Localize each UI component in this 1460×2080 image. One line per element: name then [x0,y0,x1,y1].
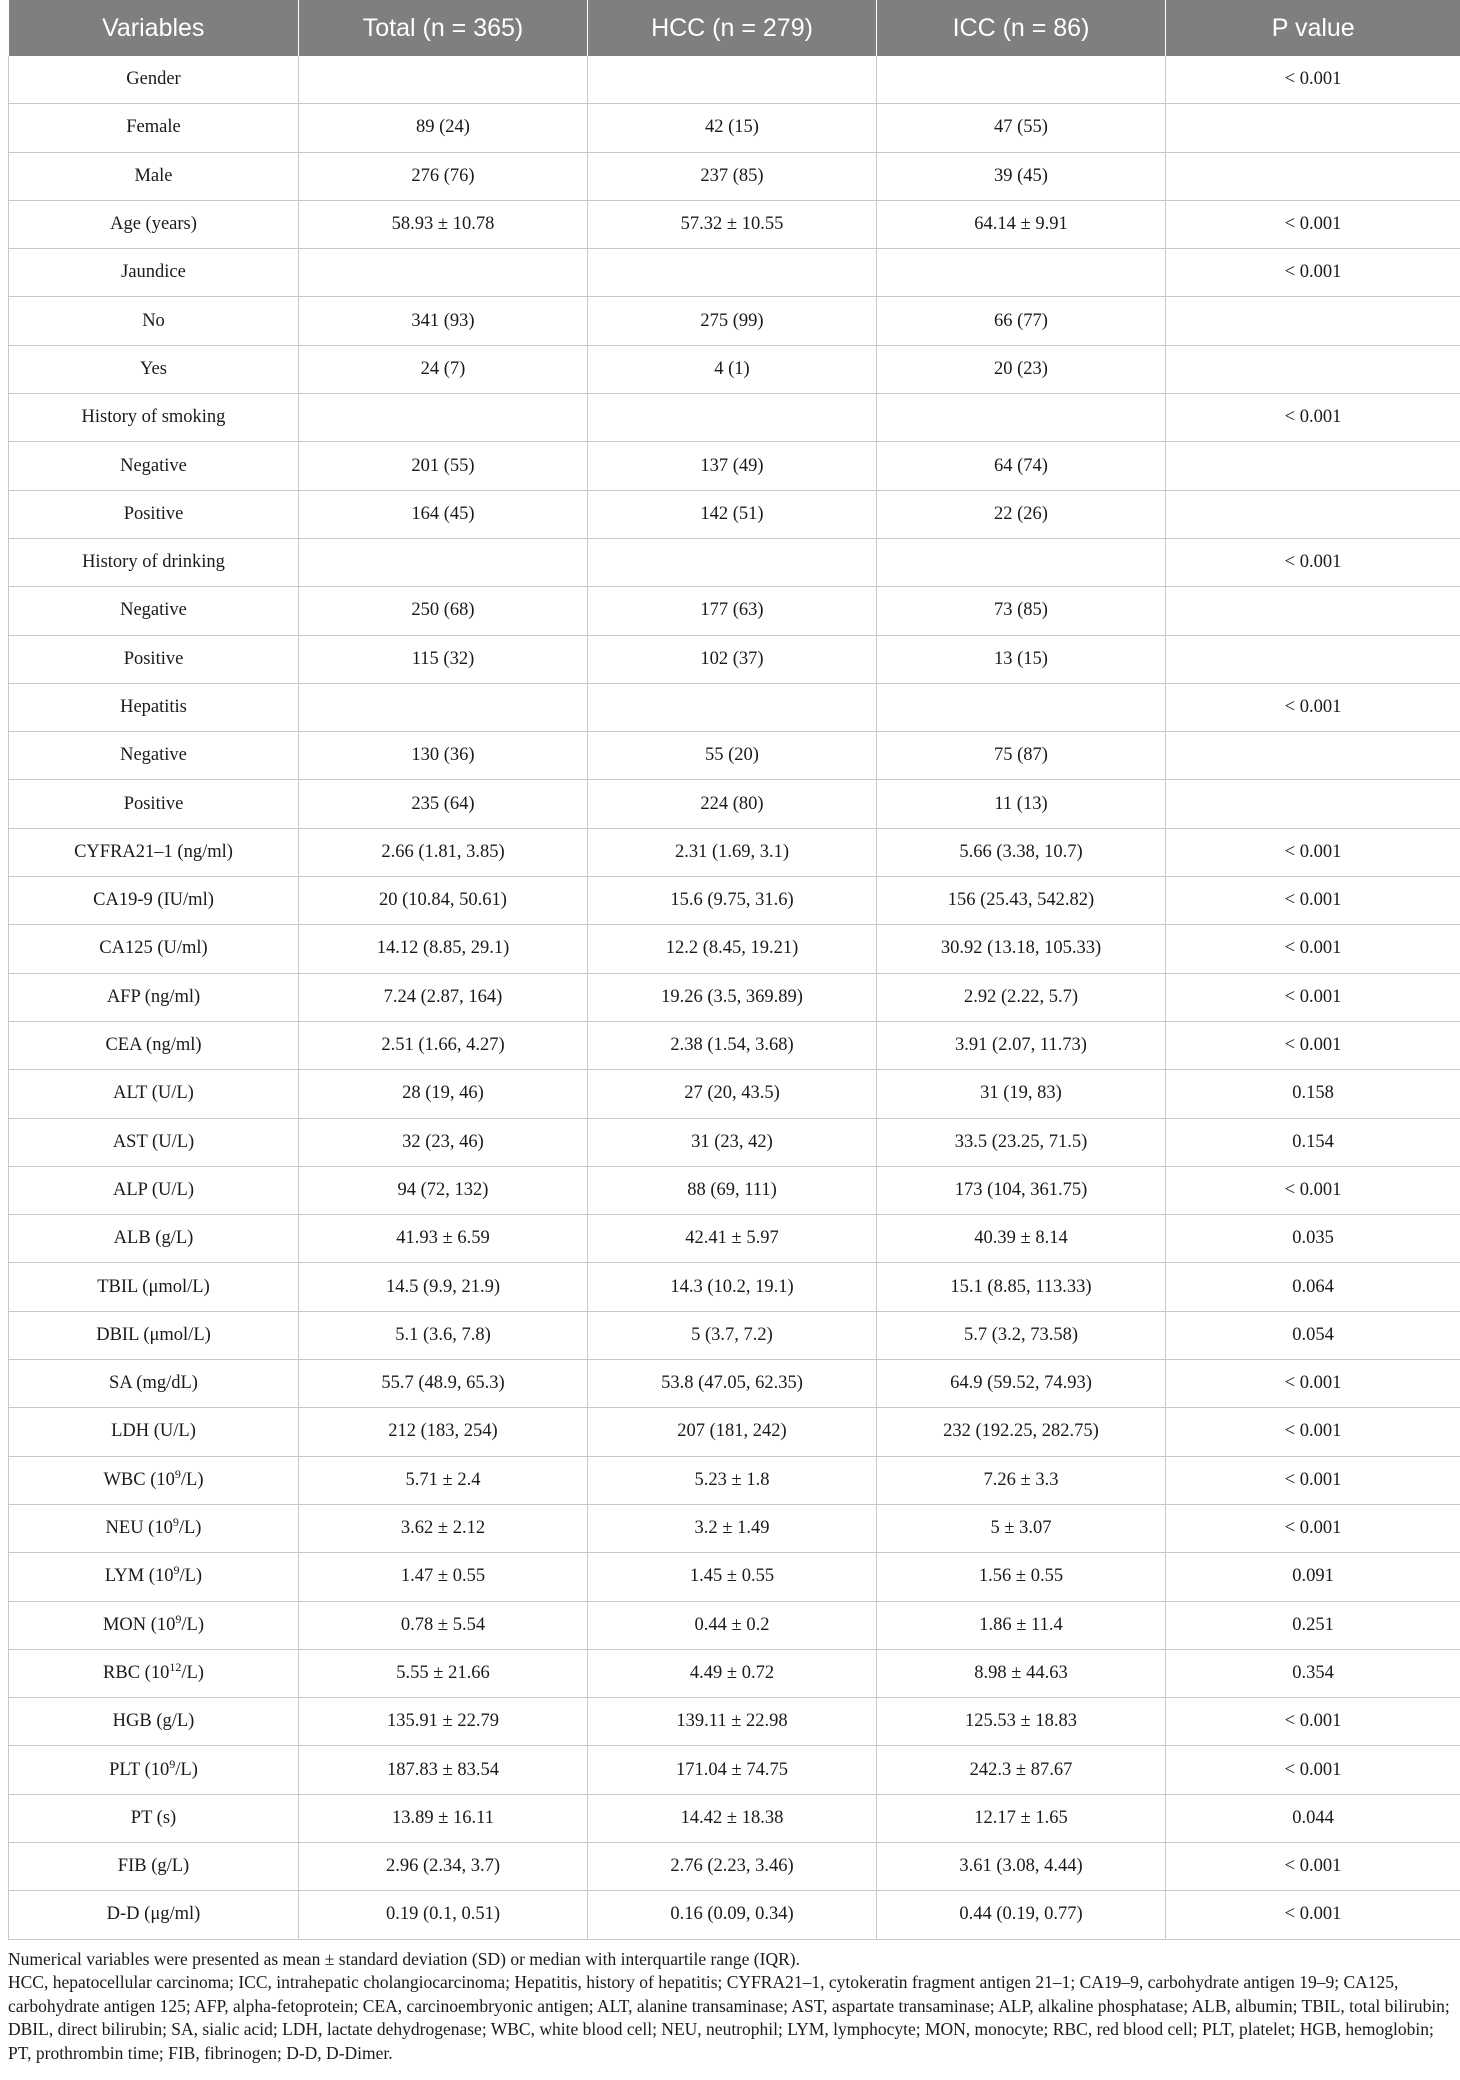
p-value-cell: 0.054 [1166,1311,1460,1359]
table-row [9,1263,1460,1311]
hcc-cell: 4 (1) [588,345,877,393]
document [8,0,1460,2065]
icc-cell: 73 (85) [877,587,1166,635]
p-value-cell: < 0.001 [1166,973,1460,1021]
variable-cell: ALB (g/L) [9,1215,299,1263]
table-row [9,104,1460,152]
icc-cell [877,394,1166,442]
p-value-cell [1166,732,1460,780]
total-cell: 89 (24) [299,104,588,152]
total-cell: 276 (76) [299,152,588,200]
table-row [9,877,1460,925]
variable-cell: ALP (U/L) [9,1166,299,1214]
p-value-cell: < 0.001 [1166,56,1460,104]
total-cell: 20 (10.84, 50.61) [299,877,588,925]
icc-cell [877,683,1166,731]
icc-cell [877,249,1166,297]
total-cell: 212 (183, 254) [299,1408,588,1456]
icc-cell: 64 (74) [877,442,1166,490]
p-value-cell [1166,635,1460,683]
hcc-cell: 14.42 ± 18.38 [588,1794,877,1842]
total-cell: 32 (23, 46) [299,1118,588,1166]
p-value-cell [1166,104,1460,152]
table-row [9,1842,1460,1890]
total-cell: 0.78 ± 5.54 [299,1601,588,1649]
total-cell: 5.71 ± 2.4 [299,1456,588,1504]
table-row [9,1070,1460,1118]
variable-cell: Gender [9,56,299,104]
p-value-cell: 0.251 [1166,1601,1460,1649]
icc-cell: 173 (104, 361.75) [877,1166,1166,1214]
icc-cell: 232 (192.25, 282.75) [877,1408,1166,1456]
hcc-cell: 2.31 (1.69, 3.1) [588,828,877,876]
total-cell: 2.66 (1.81, 3.85) [299,828,588,876]
p-value-cell: < 0.001 [1166,1842,1460,1890]
variable-cell: Yes [9,345,299,393]
p-value-cell: < 0.001 [1166,1698,1460,1746]
hcc-cell: 224 (80) [588,780,877,828]
icc-cell: 2.92 (2.22, 5.7) [877,973,1166,1021]
hcc-cell: 0.16 (0.09, 0.34) [588,1891,877,1939]
variable-cell: HGB (g/L) [9,1698,299,1746]
variable-cell: DBIL (μmol/L) [9,1311,299,1359]
table-row [9,1311,1460,1359]
table-row [9,297,1460,345]
variable-cell: Hepatitis [9,683,299,731]
p-value-cell: < 0.001 [1166,828,1460,876]
total-cell: 3.62 ± 2.12 [299,1504,588,1552]
p-value-cell [1166,345,1460,393]
variable-cell: CA19-9 (IU/ml) [9,877,299,925]
icc-cell: 5 ± 3.07 [877,1504,1166,1552]
icc-cell [877,538,1166,586]
total-cell: 341 (93) [299,297,588,345]
icc-cell: 64.9 (59.52, 74.93) [877,1360,1166,1408]
hcc-cell: 53.8 (47.05, 62.35) [588,1360,877,1408]
variable-cell: Negative [9,442,299,490]
hcc-cell: 2.38 (1.54, 3.68) [588,1021,877,1069]
hcc-cell [588,538,877,586]
variable-cell: Negative [9,587,299,635]
variable-cell: PT (s) [9,1794,299,1842]
icc-cell: 20 (23) [877,345,1166,393]
variable-cell: ALT (U/L) [9,1070,299,1118]
p-value-cell: 0.035 [1166,1215,1460,1263]
p-value-cell: 0.044 [1166,1794,1460,1842]
header-total: Total (n = 365) [299,0,588,56]
total-cell: 14.12 (8.85, 29.1) [299,925,588,973]
variable-cell: Male [9,152,299,200]
variable-cell: LDH (U/L) [9,1408,299,1456]
table-row [9,1601,1460,1649]
p-value-cell: 0.154 [1166,1118,1460,1166]
icc-cell: 75 (87) [877,732,1166,780]
p-value-cell: < 0.001 [1166,1408,1460,1456]
icc-cell: 64.14 ± 9.91 [877,200,1166,248]
table-row [9,1746,1460,1794]
total-cell: 24 (7) [299,345,588,393]
total-cell: 2.51 (1.66, 4.27) [299,1021,588,1069]
footnote-statistics: Numerical variables were presented as mean ± standard deviation (SD) or median with interquartile range (IQR). [8,1948,800,1969]
p-value-cell [1166,780,1460,828]
p-value-cell: < 0.001 [1166,1166,1460,1214]
p-value-cell: < 0.001 [1166,1891,1460,1939]
variable-cell: AFP (ng/ml) [9,973,299,1021]
hcc-cell: 15.6 (9.75, 31.6) [588,877,877,925]
table-row [9,152,1460,200]
p-value-cell [1166,297,1460,345]
total-cell: 135.91 ± 22.79 [299,1698,588,1746]
variable-cell: Negative [9,732,299,780]
p-value-cell: < 0.001 [1166,925,1460,973]
table-footnotes [8,1940,1460,2066]
hcc-cell: 137 (49) [588,442,877,490]
variable-cell: Jaundice [9,249,299,297]
p-value-cell: 0.064 [1166,1263,1460,1311]
variable-cell: FIB (g/L) [9,1842,299,1890]
icc-cell: 40.39 ± 8.14 [877,1215,1166,1263]
p-value-cell: 0.091 [1166,1553,1460,1601]
total-cell: 5.1 (3.6, 7.8) [299,1311,588,1359]
hcc-cell: 139.11 ± 22.98 [588,1698,877,1746]
variable-cell: D-D (μg/ml) [9,1891,299,1939]
icc-cell: 156 (25.43, 542.82) [877,877,1166,925]
total-cell: 201 (55) [299,442,588,490]
hcc-cell: 237 (85) [588,152,877,200]
p-value-cell: < 0.001 [1166,538,1460,586]
p-value-cell [1166,490,1460,538]
variable-cell: CA125 (U/ml) [9,925,299,973]
hcc-cell: 27 (20, 43.5) [588,1070,877,1118]
total-cell [299,683,588,731]
hcc-cell: 42 (15) [588,104,877,152]
variable-cell: NEU $(10^9/L)$ [9,1504,299,1552]
table-row [9,828,1460,876]
table-row [9,200,1460,248]
hcc-cell: 14.3 (10.2, 19.1) [588,1263,877,1311]
icc-cell: 11 (13) [877,780,1166,828]
table-row [9,394,1460,442]
p-value-cell: < 0.001 [1166,1504,1460,1552]
total-cell: 2.96 (2.34, 3.7) [299,1842,588,1890]
variable-cell: CYFRA21–1 (ng/ml) [9,828,299,876]
variable-cell: Female [9,104,299,152]
p-value-cell: < 0.001 [1166,1746,1460,1794]
hcc-cell: 31 (23, 42) [588,1118,877,1166]
header-hcc: HCC (n = 279) [588,0,877,56]
p-value-cell: 0.354 [1166,1649,1460,1697]
table-body [9,56,1460,1939]
p-value-cell [1166,152,1460,200]
table-row [9,1408,1460,1456]
hcc-cell [588,249,877,297]
table-row [9,587,1460,635]
variable-cell: TBIL (μmol/L) [9,1263,299,1311]
icc-cell [877,56,1166,104]
p-value-cell: < 0.001 [1166,249,1460,297]
icc-cell: 39 (45) [877,152,1166,200]
table-row [9,973,1460,1021]
hcc-cell: 207 (181, 242) [588,1408,877,1456]
table-row [9,1360,1460,1408]
icc-cell: 47 (55) [877,104,1166,152]
table-row [9,635,1460,683]
variable-cell: Positive [9,780,299,828]
total-cell [299,394,588,442]
table-row [9,1456,1460,1504]
table-row [9,56,1460,104]
total-cell [299,538,588,586]
total-cell: 130 (36) [299,732,588,780]
icc-cell: 7.26 ± 3.3 [877,1456,1166,1504]
variable-cell: Positive [9,635,299,683]
p-value-cell [1166,587,1460,635]
variable-cell: AST (U/L) [9,1118,299,1166]
table-row [9,1891,1460,1939]
footnote-abbreviations: HCC, hepatocellular carcinoma; ICC, intrahepatic cholangiocarcinoma; Hepatitis, history of hepatitis; CYFRA21–1, cytokeratin fragment antigen 21–1; CA19–9, carbohydrate antigen 19–9; CA125, carbohydrate antigen 125; AFP, alpha-fetoprotein; CEA, carcinoembryonic antigen; ALT, alanine transaminase; AST, aspartate transaminase; ALP, alkaline phosphatase; ALB, albumin; TBIL, total bilirubin; DBIL, direct bilirubin; SA, sialic acid; LDH, lactate dehydrogenase; WBC, white blood cell; NEU, neutrophil; LYM, lymphocyte; MON, monocyte; RBC, red blood cell; PLT, platelet; HGB, hemoglobin; PT, prothrombin time; FIB, fibrinogen; D-D, D-Dimer. [8,1972,1450,2063]
table-row [9,732,1460,780]
total-cell: 55.7 (48.9, 65.3) [299,1360,588,1408]
p-value-cell: < 0.001 [1166,877,1460,925]
header-icc: ICC (n = 86) [877,0,1166,56]
hcc-cell [588,683,877,731]
table-row [9,683,1460,731]
table-row [9,925,1460,973]
total-cell: 7.24 (2.87, 164) [299,973,588,1021]
total-cell: 28 (19, 46) [299,1070,588,1118]
hcc-cell: 57.32 ± 10.55 [588,200,877,248]
hcc-cell [588,56,877,104]
hcc-cell: 102 (37) [588,635,877,683]
hcc-cell: 3.2 ± 1.49 [588,1504,877,1552]
total-cell: 164 (45) [299,490,588,538]
hcc-cell: 12.2 (8.45, 19.21) [588,925,877,973]
table-row [9,1649,1460,1697]
table-row [9,1166,1460,1214]
p-value-cell: 0.158 [1166,1070,1460,1118]
hcc-cell: 142 (51) [588,490,877,538]
table-row [9,1021,1460,1069]
p-value-cell: < 0.001 [1166,683,1460,731]
hcc-cell [588,394,877,442]
hcc-cell: 2.76 (2.23, 3.46) [588,1842,877,1890]
table-row [9,1794,1460,1842]
total-cell: 1.47 ± 0.55 [299,1553,588,1601]
table-row [9,345,1460,393]
total-cell: 94 (72, 132) [299,1166,588,1214]
hcc-cell: 4.49 ± 0.72 [588,1649,877,1697]
total-cell: 58.93 ± 10.78 [299,200,588,248]
table-row [9,1504,1460,1552]
variable-cell: Positive [9,490,299,538]
p-value-cell: < 0.001 [1166,1021,1460,1069]
hcc-cell: 171.04 ± 74.75 [588,1746,877,1794]
total-cell: 187.83 ± 83.54 [299,1746,588,1794]
icc-cell: 33.5 (23.25, 71.5) [877,1118,1166,1166]
icc-cell: 15.1 (8.85, 113.33) [877,1263,1166,1311]
p-value-cell: < 0.001 [1166,394,1460,442]
icc-cell: 22 (26) [877,490,1166,538]
variable-cell: LYM $(10^9/L)$ [9,1553,299,1601]
hcc-cell: 177 (63) [588,587,877,635]
icc-cell: 125.53 ± 18.83 [877,1698,1166,1746]
table-row [9,249,1460,297]
icc-cell: 242.3 ± 87.67 [877,1746,1166,1794]
table-row [9,1553,1460,1601]
table-row [9,1698,1460,1746]
variable-cell: Age (years) [9,200,299,248]
table-row [9,490,1460,538]
baseline-table [8,0,1460,1940]
hcc-cell: 275 (99) [588,297,877,345]
total-cell: 5.55 ± 21.66 [299,1649,588,1697]
hcc-cell: 0.44 ± 0.2 [588,1601,877,1649]
variable-cell: CEA (ng/ml) [9,1021,299,1069]
header-p-value: P value [1166,0,1460,56]
total-cell [299,249,588,297]
table-row [9,1215,1460,1263]
variable-cell: History of drinking [9,538,299,586]
hcc-cell: 5.23 ± 1.8 [588,1456,877,1504]
table-row [9,538,1460,586]
p-value-cell: < 0.001 [1166,1456,1460,1504]
variable-cell: History of smoking [9,394,299,442]
hcc-cell: 5 (3.7, 7.2) [588,1311,877,1359]
icc-cell: 0.44 (0.19, 0.77) [877,1891,1166,1939]
variable-cell: PLT $(10^9/L)$ [9,1746,299,1794]
icc-cell: 31 (19, 83) [877,1070,1166,1118]
p-value-cell [1166,442,1460,490]
icc-cell: 30.92 (13.18, 105.33) [877,925,1166,973]
total-cell: 0.19 (0.1, 0.51) [299,1891,588,1939]
variable-cell: MON $(10^9/L)$ [9,1601,299,1649]
total-cell: 14.5 (9.9, 21.9) [299,1263,588,1311]
total-cell: 115 (32) [299,635,588,683]
hcc-cell: 1.45 ± 0.55 [588,1553,877,1601]
icc-cell: 13 (15) [877,635,1166,683]
variable-cell: WBC $(10^9/L)$ [9,1456,299,1504]
hcc-cell: 19.26 (3.5, 369.89) [588,973,877,1021]
total-cell: 235 (64) [299,780,588,828]
table-row [9,780,1460,828]
table-row [9,1118,1460,1166]
total-cell: 41.93 ± 6.59 [299,1215,588,1263]
p-value-cell: < 0.001 [1166,200,1460,248]
table-row [9,442,1460,490]
icc-cell: 5.66 (3.38, 10.7) [877,828,1166,876]
variable-cell: RBC $(10^{12}/L)$ [9,1649,299,1697]
hcc-cell: 55 (20) [588,732,877,780]
total-cell [299,56,588,104]
icc-cell: 66 (77) [877,297,1166,345]
icc-cell: 5.7 (3.2, 73.58) [877,1311,1166,1359]
icc-cell: 12.17 ± 1.65 [877,1794,1166,1842]
p-value-cell: < 0.001 [1166,1360,1460,1408]
icc-cell: 1.56 ± 0.55 [877,1553,1166,1601]
header-variables: Variables [9,0,299,56]
icc-cell: 3.61 (3.08, 4.44) [877,1842,1166,1890]
total-cell: 13.89 ± 16.11 [299,1794,588,1842]
table-header [9,0,1460,56]
icc-cell: 8.98 ± 44.63 [877,1649,1166,1697]
icc-cell: 1.86 ± 11.4 [877,1601,1166,1649]
hcc-cell: 42.41 ± 5.97 [588,1215,877,1263]
variable-cell: SA (mg/dL) [9,1360,299,1408]
variable-cell: No [9,297,299,345]
icc-cell: 3.91 (2.07, 11.73) [877,1021,1166,1069]
total-cell: 250 (68) [299,587,588,635]
header-row [9,0,1460,56]
hcc-cell: 88 (69, 111) [588,1166,877,1214]
